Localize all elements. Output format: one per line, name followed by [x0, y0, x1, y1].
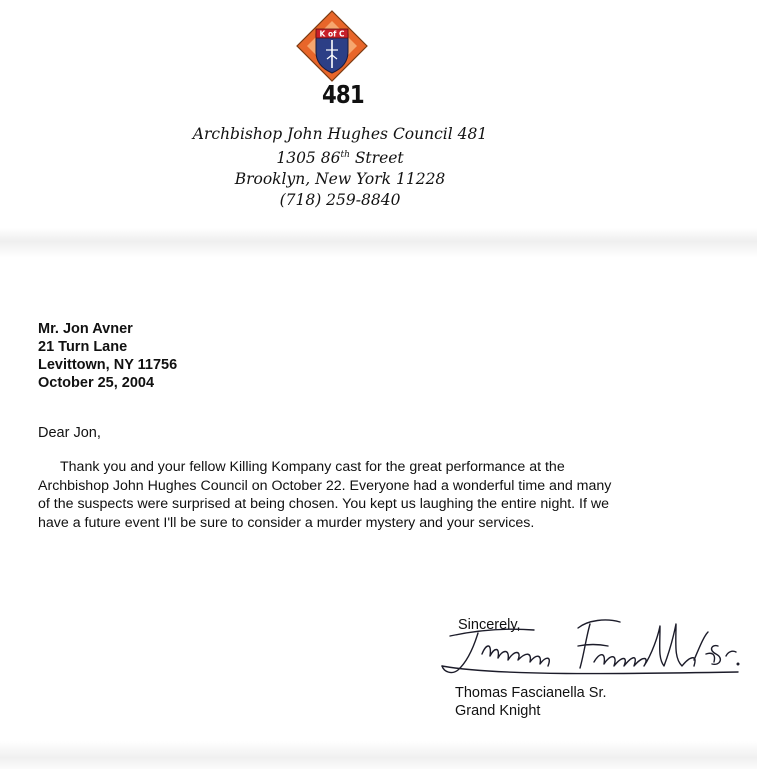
closing: Sincerely, — [458, 617, 521, 633]
knights-of-columbus-emblem — [296, 10, 368, 82]
street-number: 1305 86 — [276, 149, 341, 168]
signer-name: Thomas Fascianella Sr. — [455, 685, 607, 701]
council-city: Brooklyn, New York 11228 — [234, 170, 446, 189]
emblem-letters: K of C — [319, 29, 345, 39]
recipient-name: Mr. Jon Avner — [38, 321, 133, 337]
letter-body: Thank you and your fellow Killing Kompany cast for the great performance at the Archbishop John Hughes Council on October 22. Everyone had a wonderful time and many of the suspects were surprised at being chosen. You kept us laughing the entire night. If we have a future event I'll be sure to consider a murder mystery and your services. — [38, 459, 612, 531]
handwritten-signature — [438, 606, 743, 686]
signer-title: Grand Knight — [455, 703, 541, 719]
council-name: Archbishop John Hughes Council 481 — [192, 125, 488, 143]
street-name: Street — [354, 149, 404, 168]
street-suffix: th — [340, 150, 350, 160]
council-street — [180, 145, 500, 169]
signer-block — [455, 684, 607, 720]
letterhead — [180, 124, 500, 211]
council-phone: (718) 259-8840 — [279, 191, 401, 210]
recipient-city: Levittown, NY 11756 — [38, 357, 178, 373]
recipient-address — [38, 320, 177, 392]
recipient-street: 21 Turn Lane — [38, 339, 128, 355]
paper-fold-shadow — [0, 228, 757, 258]
greeting: Dear Jon, — [38, 425, 101, 441]
council-number: 481 — [322, 80, 364, 109]
letter-date: October 25, 2004 — [38, 375, 155, 391]
paper-bottom-edge — [0, 741, 757, 769]
